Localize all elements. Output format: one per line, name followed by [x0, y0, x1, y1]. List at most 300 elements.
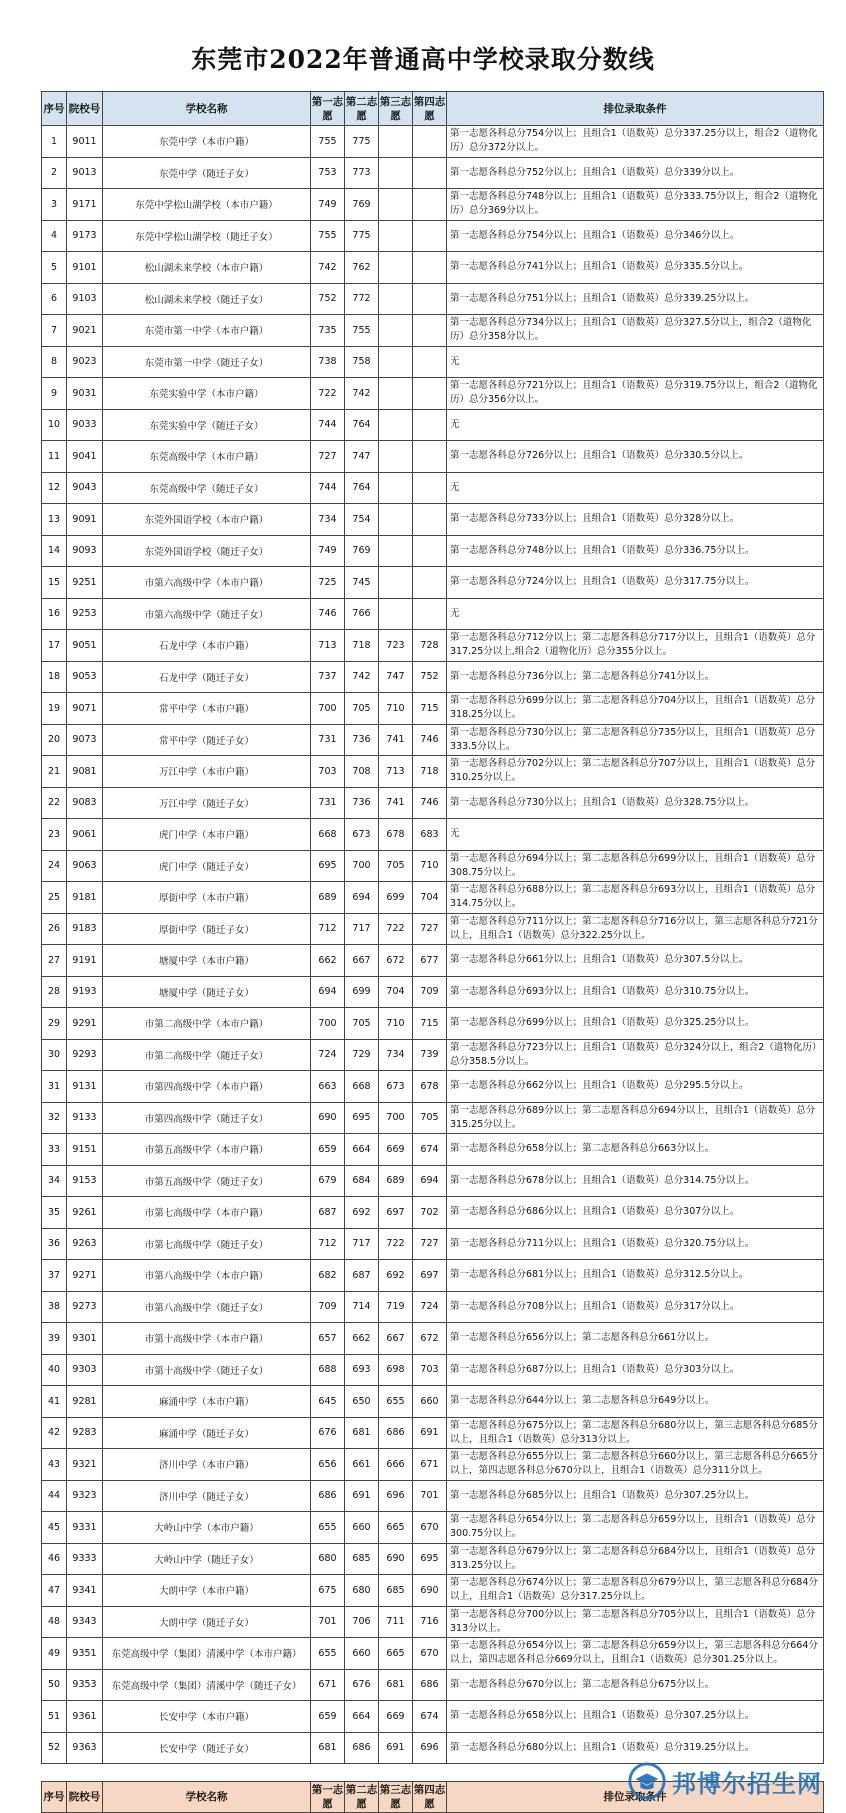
row-school-name: 东莞外国语学校（随迁子女） [103, 535, 311, 567]
row-choice-4-score: 702 [413, 1197, 447, 1229]
row-choice-3-score [379, 472, 413, 504]
row-school-code: 9291 [67, 1008, 103, 1040]
row-school-name: 东莞中学松山湖学校（本市户籍） [103, 189, 311, 221]
table-row [42, 1039, 824, 1071]
table-row [42, 661, 824, 693]
table-row [42, 252, 824, 284]
row-choice-2-score: 762 [345, 252, 379, 284]
row-admission-condition: 第一志愿各科总分670分以上；第二志愿各科总分675分以上。 [447, 1669, 824, 1701]
row-choice-1-score: 749 [311, 535, 345, 567]
row-choice-2-score: 664 [345, 1134, 379, 1166]
row-admission-condition: 第一志愿各科总分754分以上；且组合1（语数英）总分337.25分以上，组合2（道物化历）总分372分以上。 [447, 126, 824, 158]
row-choice-2-score: 775 [345, 220, 379, 252]
row-choice-2-score: 747 [345, 441, 379, 473]
row-admission-condition: 无 [447, 409, 824, 441]
table-row [42, 724, 824, 756]
table-row [42, 1165, 824, 1197]
table-row [42, 1575, 824, 1607]
row-choice-3-score: 666 [379, 1449, 413, 1481]
row-school-code: 9343 [67, 1606, 103, 1638]
row-choice-1-score: 663 [311, 1071, 345, 1103]
row-school-code: 9361 [67, 1701, 103, 1733]
row-choice-1-score: 735 [311, 315, 345, 347]
row-seq: 46 [42, 1543, 67, 1575]
row-choice-4-score [413, 378, 447, 410]
row-choice-2-score: 660 [345, 1638, 379, 1670]
table-row [42, 1701, 824, 1733]
row-school-name: 东莞高级中学（集团）清溪中学（本市户籍） [103, 1638, 311, 1670]
row-choice-4-score: 728 [413, 630, 447, 662]
row-choice-4-score: 670 [413, 1638, 447, 1670]
row-choice-4-score: 672 [413, 1323, 447, 1355]
row-admission-condition: 第一志愿各科总分748分以上；且组合1（语数英）总分336.75分以上。 [447, 535, 824, 567]
row-choice-4-score: 696 [413, 1732, 447, 1764]
row-school-code: 9171 [67, 189, 103, 221]
table-row [42, 504, 824, 536]
row-seq: 47 [42, 1575, 67, 1607]
table-row [42, 693, 824, 725]
row-school-name: 市第八高级中学（随迁子女） [103, 1291, 311, 1323]
row-choice-3-score: 704 [379, 976, 413, 1008]
row-admission-condition: 第一志愿各科总分680分以上；且组合1（语数英）总分319.25分以上。 [447, 1732, 824, 1764]
row-choice-2-score: 680 [345, 1575, 379, 1607]
row-choice-3-score [379, 567, 413, 599]
row-choice-2-score: 650 [345, 1386, 379, 1418]
table-row [42, 1449, 824, 1481]
row-school-name: 市第六高级中学（随迁子女） [103, 598, 311, 630]
row-choice-4-score: 677 [413, 945, 447, 977]
row-seq: 9 [42, 378, 67, 410]
row-choice-1-score: 688 [311, 1354, 345, 1386]
row-choice-2-score: 699 [345, 976, 379, 1008]
row-choice-4-score: 715 [413, 1008, 447, 1040]
row-choice-3-score: 723 [379, 630, 413, 662]
row-admission-condition: 第一志愿各科总分662分以上；且组合1（语数英）总分295.5分以上。 [447, 1071, 824, 1103]
table-row [42, 945, 824, 977]
row-choice-2-score: 764 [345, 409, 379, 441]
row-admission-condition: 第一志愿各科总分702分以上；第二志愿各科总分707分以上，且组合1（语数英）总分310.25分以上。 [447, 756, 824, 788]
row-choice-3-score [379, 409, 413, 441]
row-school-name: 大朗中学（随迁子女） [103, 1606, 311, 1638]
header-condition: 排位录取条件 [447, 1782, 824, 1813]
row-choice-3-score: 673 [379, 1071, 413, 1103]
row-admission-condition: 第一志愿各科总分644分以上；第二志愿各科总分649分以上。 [447, 1386, 824, 1418]
row-choice-4-score: 704 [413, 882, 447, 914]
row-choice-2-score: 705 [345, 693, 379, 725]
row-choice-1-score: 659 [311, 1134, 345, 1166]
row-school-code: 9193 [67, 976, 103, 1008]
row-seq: 49 [42, 1638, 67, 1670]
table-row [42, 1008, 824, 1040]
table-row [42, 1512, 824, 1544]
row-school-name: 济川中学（随迁子女） [103, 1480, 311, 1512]
row-school-name: 东莞高级中学（随迁子女） [103, 472, 311, 504]
row-choice-2-score: 661 [345, 1449, 379, 1481]
row-admission-condition: 第一志愿各科总分661分以上；且组合1（语数英）总分307.5分以上。 [447, 945, 824, 977]
row-choice-4-score [413, 346, 447, 378]
row-school-name: 虎门中学（随迁子女） [103, 850, 311, 882]
row-choice-2-score: 694 [345, 882, 379, 914]
watermark-text: 邦博尔招生网 [672, 1769, 822, 1798]
row-school-name: 市第十高级中学（本市户籍） [103, 1323, 311, 1355]
table-row [42, 283, 824, 315]
row-choice-3-score: 699 [379, 882, 413, 914]
row-choice-3-score: 700 [379, 1102, 413, 1134]
row-seq: 27 [42, 945, 67, 977]
row-choice-2-score: 662 [345, 1323, 379, 1355]
row-school-code: 9253 [67, 598, 103, 630]
row-school-name: 市第八高级中学（本市户籍） [103, 1260, 311, 1292]
row-school-code: 9151 [67, 1134, 103, 1166]
header-school: 学校名称 [103, 92, 311, 126]
row-seq: 25 [42, 882, 67, 914]
row-choice-2-score: 745 [345, 567, 379, 599]
graduation-logo-icon [628, 1762, 666, 1800]
row-choice-3-score: 690 [379, 1543, 413, 1575]
row-school-name: 长安中学（本市户籍） [103, 1701, 311, 1733]
row-choice-3-score: 741 [379, 787, 413, 819]
row-choice-1-score: 645 [311, 1386, 345, 1418]
table-row [42, 1638, 824, 1670]
row-seq: 6 [42, 283, 67, 315]
row-admission-condition: 无 [447, 346, 824, 378]
row-seq: 14 [42, 535, 67, 567]
row-choice-2-score: 717 [345, 913, 379, 945]
row-choice-3-score [379, 378, 413, 410]
table-row [42, 1260, 824, 1292]
row-choice-1-score: 731 [311, 787, 345, 819]
row-school-code: 9273 [67, 1291, 103, 1323]
row-choice-2-score: 773 [345, 157, 379, 189]
row-admission-condition: 第一志愿各科总分686分以上；且组合1（语数英）总分307分以上。 [447, 1197, 824, 1229]
row-school-name: 松山湖未来学校（本市户籍） [103, 252, 311, 284]
row-school-code: 9091 [67, 504, 103, 536]
row-seq: 18 [42, 661, 67, 693]
row-choice-3-score: 722 [379, 913, 413, 945]
row-choice-3-score: 696 [379, 1480, 413, 1512]
row-choice-4-score: 710 [413, 850, 447, 882]
row-choice-4-score: 674 [413, 1134, 447, 1166]
row-choice-3-score: 686 [379, 1417, 413, 1449]
row-school-name: 东莞实验中学（本市户籍） [103, 378, 311, 410]
row-choice-1-score: 709 [311, 1291, 345, 1323]
row-admission-condition: 第一志愿各科总分708分以上；且组合1（语数英）总分317分以上。 [447, 1291, 824, 1323]
row-seq: 2 [42, 157, 67, 189]
row-seq: 24 [42, 850, 67, 882]
row-admission-condition: 第一志愿各科总分730分以上；且组合1（语数英）总分328.75分以上。 [447, 787, 824, 819]
row-school-name: 市第十高级中学（随迁子女） [103, 1354, 311, 1386]
row-seq: 44 [42, 1480, 67, 1512]
row-admission-condition: 第一志愿各科总分751分以上；且组合1（语数英）总分339.25分以上。 [447, 283, 824, 315]
row-choice-2-score: 705 [345, 1008, 379, 1040]
row-school-code: 9261 [67, 1197, 103, 1229]
row-seq: 1 [42, 126, 67, 158]
table-row [42, 1417, 824, 1449]
row-school-name: 东莞市第一中学（本市户籍） [103, 315, 311, 347]
row-choice-4-score: 746 [413, 787, 447, 819]
row-choice-3-score: 713 [379, 756, 413, 788]
row-school-code: 9301 [67, 1323, 103, 1355]
row-choice-3-score: 665 [379, 1638, 413, 1670]
row-choice-4-score: 690 [413, 1575, 447, 1607]
row-choice-2-score: 729 [345, 1039, 379, 1071]
row-school-name: 石龙中学（本市户籍） [103, 630, 311, 662]
row-choice-3-score: 710 [379, 693, 413, 725]
row-choice-1-score: 713 [311, 630, 345, 662]
row-choice-4-score [413, 315, 447, 347]
row-choice-2-score: 687 [345, 1260, 379, 1292]
row-choice-1-score: 744 [311, 409, 345, 441]
row-school-code: 9333 [67, 1543, 103, 1575]
row-school-code: 9081 [67, 756, 103, 788]
row-admission-condition: 第一志愿各科总分694分以上；第二志愿各科总分699分以上，且组合1（语数英）总分308.75分以上。 [447, 850, 824, 882]
row-school-name: 常平中学（随迁子女） [103, 724, 311, 756]
row-choice-2-score: 758 [345, 346, 379, 378]
row-choice-2-score: 695 [345, 1102, 379, 1134]
row-choice-4-score [413, 157, 447, 189]
row-choice-1-score: 734 [311, 504, 345, 536]
row-choice-2-score: 775 [345, 126, 379, 158]
row-choice-4-score: 674 [413, 1701, 447, 1733]
header-seq: 序号 [42, 1782, 67, 1813]
row-seq: 32 [42, 1102, 67, 1134]
row-school-code: 9041 [67, 441, 103, 473]
row-choice-4-score: 670 [413, 1512, 447, 1544]
row-admission-condition: 第一志愿各科总分711分以上；且组合1（语数英）总分320.75分以上。 [447, 1228, 824, 1260]
row-choice-4-score [413, 441, 447, 473]
row-school-code: 9331 [67, 1512, 103, 1544]
row-choice-2-score: 686 [345, 1732, 379, 1764]
row-admission-condition: 第一志愿各科总分711分以上；第二志愿各科总分716分以上，第三志愿各科总分721分以上，且组合1（语数英）总分322.25分以上。 [447, 913, 824, 945]
row-school-code: 9263 [67, 1228, 103, 1260]
row-choice-2-score: 769 [345, 189, 379, 221]
row-choice-4-score: 691 [413, 1417, 447, 1449]
row-school-name: 万江中学（随迁子女） [103, 787, 311, 819]
row-school-name: 市第二高级中学（随迁子女） [103, 1039, 311, 1071]
table-row [42, 535, 824, 567]
row-choice-1-score: 755 [311, 126, 345, 158]
row-admission-condition: 第一志愿各科总分741分以上；且组合1（语数英）总分335.5分以上。 [447, 252, 824, 284]
row-choice-3-score [379, 189, 413, 221]
row-school-name: 万江中学（本市户籍） [103, 756, 311, 788]
row-school-code: 9353 [67, 1669, 103, 1701]
row-choice-4-score: 724 [413, 1291, 447, 1323]
row-choice-1-score: 724 [311, 1039, 345, 1071]
row-seq: 26 [42, 913, 67, 945]
row-school-name: 厚街中学（随迁子女） [103, 913, 311, 945]
row-admission-condition: 第一志愿各科总分654分以上；第二志愿各科总分659分以上，且组合1（语数英）总分300.75分以上。 [447, 1512, 824, 1544]
row-choice-4-score: 718 [413, 756, 447, 788]
row-school-code: 9281 [67, 1386, 103, 1418]
row-admission-condition: 第一志愿各科总分748分以上；且组合1（语数英）总分333.75分以上，组合2（道物化历）总分369分以上。 [447, 189, 824, 221]
row-choice-2-score: 673 [345, 819, 379, 851]
row-seq: 22 [42, 787, 67, 819]
row-choice-2-score: 667 [345, 945, 379, 977]
table-row [42, 1071, 824, 1103]
row-choice-2-score: 706 [345, 1606, 379, 1638]
row-choice-1-score: 657 [311, 1323, 345, 1355]
row-choice-1-score: 655 [311, 1512, 345, 1544]
row-choice-1-score: 744 [311, 472, 345, 504]
row-seq: 35 [42, 1197, 67, 1229]
row-seq: 17 [42, 630, 67, 662]
row-admission-condition: 第一志愿各科总分730分以上；第二志愿各科总分735分以上，且组合1（语数英）总分333.5分以上。 [447, 724, 824, 756]
table-row [42, 126, 824, 158]
row-admission-condition: 第一志愿各科总分699分以上；且组合1（语数英）总分325.25分以上。 [447, 1008, 824, 1040]
row-admission-condition: 第一志愿各科总分693分以上；且组合1（语数英）总分310.75分以上。 [447, 976, 824, 1008]
row-school-name: 常平中学（本市户籍） [103, 693, 311, 725]
row-school-code: 9351 [67, 1638, 103, 1670]
row-school-name: 石龙中学（随迁子女） [103, 661, 311, 693]
table-row [42, 1354, 824, 1386]
row-admission-condition: 第一志愿各科总分681分以上；且组合1（语数英）总分312.5分以上。 [447, 1260, 824, 1292]
row-choice-3-score: 719 [379, 1291, 413, 1323]
row-choice-2-score: 717 [345, 1228, 379, 1260]
row-choice-4-score: 739 [413, 1039, 447, 1071]
row-admission-condition: 第一志愿各科总分700分以上；第二志愿各科总分705分以上，且组合1（语数英）总分313分以上。 [447, 1606, 824, 1638]
row-school-code: 9101 [67, 252, 103, 284]
row-choice-3-score: 685 [379, 1575, 413, 1607]
header-choice-3: 第三志愿 [379, 92, 413, 126]
header-choice-1: 第一志愿 [311, 1782, 345, 1813]
row-admission-condition: 第一志愿各科总分736分以上；第二志愿各科总分741分以上。 [447, 661, 824, 693]
row-seq: 7 [42, 315, 67, 347]
table-row [42, 1480, 824, 1512]
row-school-name: 麻涌中学（随迁子女） [103, 1417, 311, 1449]
row-school-code: 9181 [67, 882, 103, 914]
row-seq: 23 [42, 819, 67, 851]
row-choice-1-score: 687 [311, 1197, 345, 1229]
row-school-name: 市第四高级中学（本市户籍） [103, 1071, 311, 1103]
row-school-code: 9053 [67, 661, 103, 693]
row-seq: 45 [42, 1512, 67, 1544]
table-row [42, 409, 824, 441]
row-admission-condition: 第一志愿各科总分734分以上；且组合1（语数英）总分327.5分以上，组合2（道物化历）总分358分以上。 [447, 315, 824, 347]
row-choice-1-score: 694 [311, 976, 345, 1008]
row-choice-4-score [413, 567, 447, 599]
row-seq: 8 [42, 346, 67, 378]
row-school-name: 麻涌中学（本市户籍） [103, 1386, 311, 1418]
row-choice-3-score [379, 535, 413, 567]
row-school-name: 东莞市第一中学（随迁子女） [103, 346, 311, 378]
row-choice-3-score [379, 315, 413, 347]
row-choice-1-score: 725 [311, 567, 345, 599]
row-school-code: 9023 [67, 346, 103, 378]
row-choice-1-score: 703 [311, 756, 345, 788]
table-row [42, 598, 824, 630]
row-school-name: 大岭山中学（本市户籍） [103, 1512, 311, 1544]
row-school-name: 东莞高级中学（本市户籍） [103, 441, 311, 473]
table-row [42, 1323, 824, 1355]
row-choice-1-score: 656 [311, 1449, 345, 1481]
row-school-code: 9133 [67, 1102, 103, 1134]
row-choice-4-score: 727 [413, 913, 447, 945]
table-row [42, 913, 824, 945]
row-school-name: 厚街中学（本市户籍） [103, 882, 311, 914]
row-choice-2-score: 700 [345, 850, 379, 882]
table-row [42, 756, 824, 788]
row-choice-3-score: 665 [379, 1512, 413, 1544]
row-choice-2-score: 685 [345, 1543, 379, 1575]
row-admission-condition: 第一志愿各科总分712分以上；第二志愿各科总分717分以上，且组合1（语数英）总分317.25分以上,组合2（道物化历）总分355分以上。 [447, 630, 824, 662]
table-header-row [42, 92, 824, 126]
row-choice-4-score: 686 [413, 1669, 447, 1701]
row-choice-3-score: 747 [379, 661, 413, 693]
row-choice-1-score: 731 [311, 724, 345, 756]
header-seq: 序号 [42, 92, 67, 126]
row-admission-condition: 第一志愿各科总分687分以上；且组合1（语数英）总分303分以上。 [447, 1354, 824, 1386]
page-title: 东莞市2022年普通高中学校录取分数线 [191, 45, 655, 74]
row-seq: 10 [42, 409, 67, 441]
row-school-code: 9131 [67, 1071, 103, 1103]
row-school-code: 9303 [67, 1354, 103, 1386]
row-choice-3-score: 710 [379, 1008, 413, 1040]
row-seq: 20 [42, 724, 67, 756]
row-choice-3-score: 705 [379, 850, 413, 882]
row-choice-3-score: 697 [379, 1197, 413, 1229]
row-choice-2-score: 714 [345, 1291, 379, 1323]
row-choice-3-score [379, 126, 413, 158]
row-school-code: 9033 [67, 409, 103, 441]
header-choice-2: 第二志愿 [345, 92, 379, 126]
row-choice-3-score: 698 [379, 1354, 413, 1386]
row-school-code: 9063 [67, 850, 103, 882]
row-choice-2-score: 668 [345, 1071, 379, 1103]
row-choice-4-score [413, 504, 447, 536]
row-choice-1-score: 700 [311, 1008, 345, 1040]
row-choice-4-score: 678 [413, 1071, 447, 1103]
row-school-code: 9103 [67, 283, 103, 315]
row-seq: 41 [42, 1386, 67, 1418]
table-row [42, 1669, 824, 1701]
row-choice-1-score: 686 [311, 1480, 345, 1512]
row-school-name: 东莞中学（随迁子女） [103, 157, 311, 189]
row-school-code: 9341 [67, 1575, 103, 1607]
row-choice-3-score [379, 252, 413, 284]
row-school-code: 9293 [67, 1039, 103, 1071]
row-school-code: 9251 [67, 567, 103, 599]
row-choice-3-score [379, 220, 413, 252]
row-choice-1-score: 753 [311, 157, 345, 189]
row-choice-4-score [413, 220, 447, 252]
row-seq: 28 [42, 976, 67, 1008]
row-choice-3-score: 741 [379, 724, 413, 756]
row-choice-1-score: 676 [311, 1417, 345, 1449]
row-choice-1-score: 752 [311, 283, 345, 315]
row-choice-2-score: 736 [345, 787, 379, 819]
row-school-code: 9323 [67, 1480, 103, 1512]
row-admission-condition: 无 [447, 598, 824, 630]
row-seq: 40 [42, 1354, 67, 1386]
row-seq: 16 [42, 598, 67, 630]
row-admission-condition: 第一志愿各科总分685分以上；且组合1（语数英）总分307.25分以上。 [447, 1480, 824, 1512]
row-seq: 13 [42, 504, 67, 536]
row-choice-2-score: 664 [345, 1701, 379, 1733]
table-row [42, 472, 824, 504]
row-school-name: 大朗中学（本市户籍） [103, 1575, 311, 1607]
table-row [42, 1197, 824, 1229]
row-choice-3-score: 734 [379, 1039, 413, 1071]
table-row [42, 976, 824, 1008]
row-seq: 29 [42, 1008, 67, 1040]
row-admission-condition: 第一志愿各科总分658分以上；且组合1（语数英）总分307.25分以上。 [447, 1701, 824, 1733]
row-choice-1-score: 701 [311, 1606, 345, 1638]
row-choice-4-score: 727 [413, 1228, 447, 1260]
row-choice-1-score: 695 [311, 850, 345, 882]
row-choice-4-score [413, 535, 447, 567]
row-school-name: 东莞高级中学（集团）清溪中学（随迁子女） [103, 1669, 311, 1701]
row-choice-1-score: 727 [311, 441, 345, 473]
